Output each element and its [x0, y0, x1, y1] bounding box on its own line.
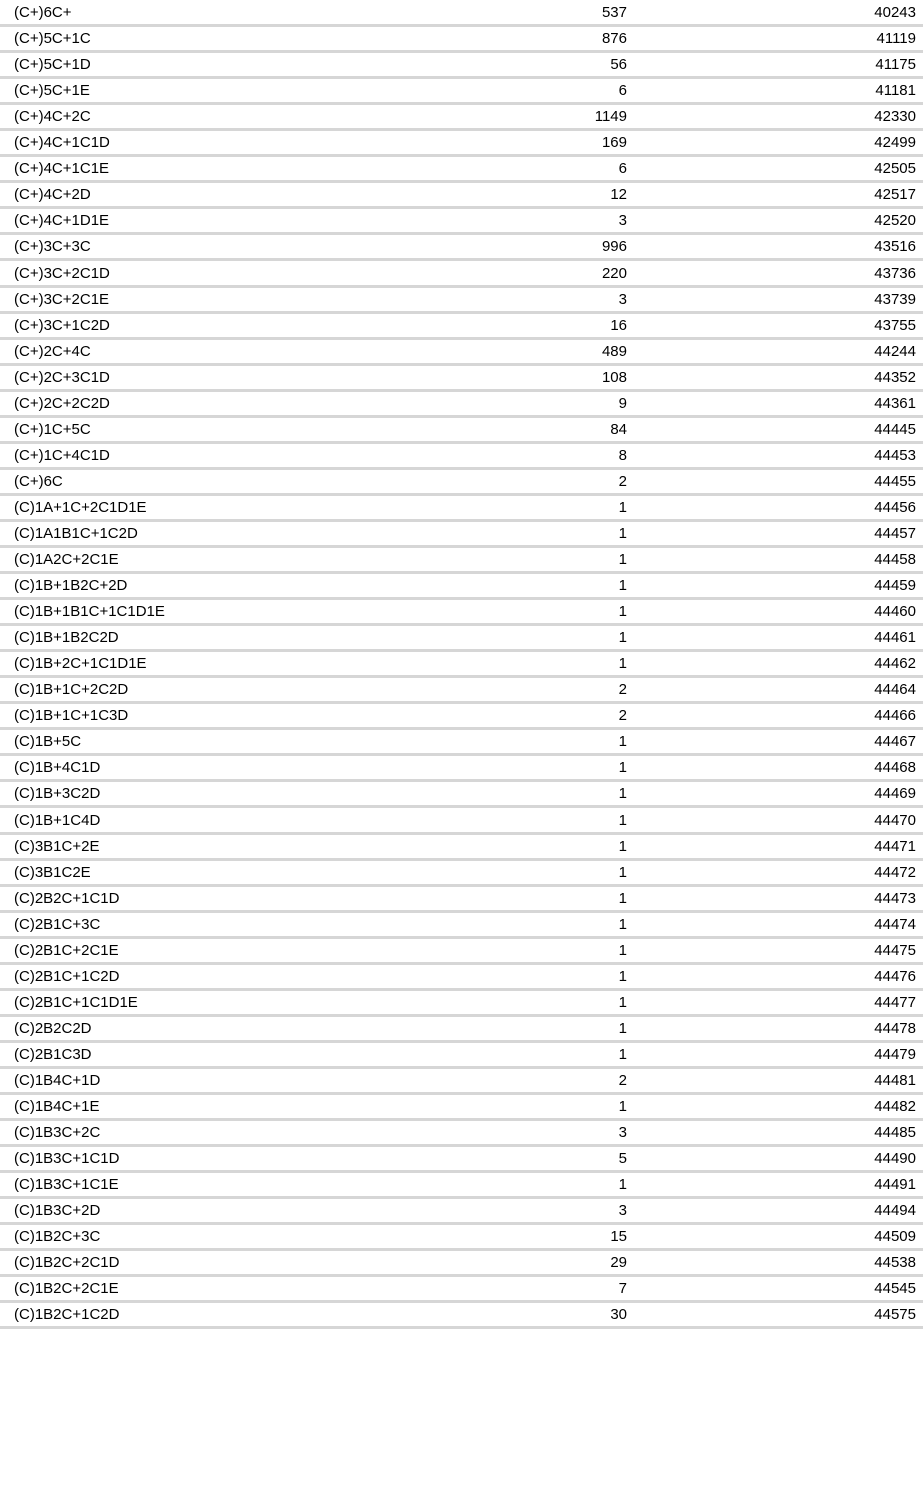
row-count: 2 — [618, 472, 627, 490]
row-label: (C+)4C+1C1D — [14, 134, 110, 152]
row-cumulative: 44456 — [874, 498, 916, 516]
row-count: 1 — [618, 889, 627, 907]
table-row — [0, 105, 923, 131]
row-label: (C)1B+1B2C2D — [14, 629, 119, 647]
table-row — [0, 470, 923, 496]
row-label: (C)2B1C+3C — [14, 915, 101, 933]
row-cumulative: 41119 — [876, 30, 916, 48]
row-count: 3 — [618, 212, 627, 230]
row-count: 1 — [618, 811, 627, 829]
row-count: 108 — [601, 368, 627, 386]
table-row — [0, 366, 923, 392]
row-label: (C)2B1C3D — [14, 1045, 92, 1063]
row-count: 1 — [618, 863, 627, 881]
table-row — [0, 1095, 923, 1121]
row-count: 15 — [610, 1228, 627, 1246]
row-cumulative: 44453 — [874, 446, 916, 464]
row-cumulative: 44361 — [874, 394, 916, 412]
table-row — [0, 27, 923, 53]
row-cumulative: 42517 — [874, 186, 916, 204]
row-label: (C+)1C+4C1D — [14, 446, 110, 464]
table-row — [0, 1277, 923, 1303]
row-cumulative: 44545 — [874, 1280, 916, 1298]
row-cumulative: 44244 — [874, 342, 916, 360]
row-count: 1 — [618, 993, 627, 1011]
row-count: 2 — [618, 681, 627, 699]
row-cumulative: 44575 — [874, 1306, 916, 1324]
table-row — [0, 131, 923, 157]
row-label: (C)1B+1C+1C3D — [14, 707, 129, 725]
row-label: (C+)1C+5C — [14, 420, 91, 438]
table-row — [0, 314, 923, 340]
row-label: (C)3B1C+2E — [14, 837, 100, 855]
row-count: 29 — [610, 1254, 627, 1272]
row-count: 537 — [601, 4, 627, 22]
row-cumulative: 44468 — [874, 759, 916, 777]
row-cumulative: 44461 — [874, 629, 916, 647]
row-label: (C)2B2C+1C1D — [14, 889, 120, 907]
table-row — [0, 600, 923, 626]
row-cumulative: 44464 — [874, 681, 916, 699]
row-label: (C)1A1B1C+1C2D — [14, 524, 138, 542]
row-cumulative: 44459 — [874, 577, 916, 595]
row-count: 1 — [618, 733, 627, 751]
row-cumulative: 43736 — [874, 264, 916, 282]
row-label: (C)1B+1B2C+2D — [14, 577, 128, 595]
row-count: 7 — [618, 1280, 627, 1298]
row-count: 1 — [618, 1045, 627, 1063]
row-count: 1 — [618, 941, 627, 959]
row-label: (C+)3C+2C1E — [14, 290, 110, 308]
table-row — [0, 835, 923, 861]
row-count: 6 — [618, 160, 627, 178]
row-label: (C)1B+2C+1C1D1E — [14, 655, 147, 673]
row-cumulative: 44467 — [874, 733, 916, 751]
table-row — [0, 1147, 923, 1173]
row-cumulative: 44352 — [874, 368, 916, 386]
row-label: (C)1B3C+2C — [14, 1124, 101, 1142]
row-cumulative: 43755 — [874, 316, 916, 334]
row-cumulative: 44476 — [874, 967, 916, 985]
row-label: (C+)2C+3C1D — [14, 368, 110, 386]
row-count: 1149 — [594, 108, 627, 126]
table-row — [0, 808, 923, 834]
row-cumulative: 44478 — [874, 1019, 916, 1037]
row-label: (C+)6C — [14, 472, 63, 490]
row-cumulative: 44472 — [874, 863, 916, 881]
table-row — [0, 939, 923, 965]
row-cumulative: 44494 — [874, 1202, 916, 1220]
row-cumulative: 42330 — [874, 108, 916, 126]
row-label: (C+)5C+1E — [14, 82, 90, 100]
row-label: (C)1B2C+2C1D — [14, 1254, 120, 1272]
row-cumulative: 44490 — [874, 1150, 916, 1168]
row-label: (C)1B+3C2D — [14, 785, 101, 803]
row-count: 1 — [618, 603, 627, 621]
table-row — [0, 340, 923, 366]
table-row — [0, 157, 923, 183]
row-count: 1 — [618, 759, 627, 777]
row-count: 1 — [618, 577, 627, 595]
row-count: 3 — [618, 1124, 627, 1142]
row-count: 56 — [610, 56, 627, 74]
row-label: (C)1B+1C+2C2D — [14, 681, 129, 699]
table-row — [0, 1199, 923, 1225]
row-cumulative: 43516 — [874, 238, 916, 256]
row-count: 2 — [618, 1071, 627, 1089]
row-label: (C)1B+1B1C+1C1D1E — [14, 603, 165, 621]
row-label: (C)1A2C+2C1E — [14, 551, 119, 569]
row-cumulative: 44466 — [874, 707, 916, 725]
table-row — [0, 1173, 923, 1199]
table-row — [0, 756, 923, 782]
table-row — [0, 235, 923, 261]
row-count: 1 — [618, 1098, 627, 1116]
table-row — [0, 1043, 923, 1069]
row-count: 1 — [618, 785, 627, 803]
row-label: (C)3B1C2E — [14, 863, 91, 881]
table-row — [0, 861, 923, 887]
row-cumulative: 44482 — [874, 1098, 916, 1116]
row-cumulative: 41175 — [875, 56, 916, 74]
row-count: 9 — [618, 394, 627, 412]
row-cumulative: 41181 — [875, 82, 916, 100]
row-label: (C)2B2C2D — [14, 1019, 92, 1037]
row-count: 12 — [610, 186, 627, 204]
row-cumulative: 44491 — [874, 1176, 916, 1194]
row-count: 5 — [618, 1150, 627, 1168]
row-count: 489 — [601, 342, 627, 360]
row-label: (C)1B2C+3C — [14, 1228, 101, 1246]
row-label: (C+)3C+2C1D — [14, 264, 110, 282]
row-count: 876 — [601, 30, 627, 48]
row-count: 1 — [618, 524, 627, 542]
row-label: (C)1B4C+1E — [14, 1098, 100, 1116]
table-row — [0, 53, 923, 79]
table-row — [0, 782, 923, 808]
row-cumulative: 44455 — [874, 472, 916, 490]
table-row — [0, 730, 923, 756]
row-count: 3 — [618, 290, 627, 308]
row-label: (C)2B1C+1C1D1E — [14, 993, 138, 1011]
row-label: (C)1B2C+2C1E — [14, 1280, 119, 1298]
row-label: (C)1B+4C1D — [14, 759, 101, 777]
row-label: (C)1B3C+2D — [14, 1202, 101, 1220]
table-row — [0, 704, 923, 730]
table-row — [0, 548, 923, 574]
table-row — [0, 444, 923, 470]
row-cumulative: 44445 — [874, 420, 916, 438]
row-label: (C)1B+1C4D — [14, 811, 101, 829]
row-count: 1 — [618, 498, 627, 516]
row-cumulative: 44473 — [874, 889, 916, 907]
table-row — [0, 965, 923, 991]
row-count: 169 — [601, 134, 627, 152]
table-row — [0, 418, 923, 444]
table-row — [0, 1303, 923, 1329]
row-label: (C+)5C+1C — [14, 30, 91, 48]
row-cumulative: 44509 — [874, 1228, 916, 1246]
table-row — [0, 1017, 923, 1043]
row-label: (C)1B+5C — [14, 733, 82, 751]
row-cumulative: 44457 — [874, 524, 916, 542]
row-count: 1 — [618, 655, 627, 673]
table-row — [0, 678, 923, 704]
row-cumulative: 42505 — [874, 160, 916, 178]
row-label: (C+)3C+3C — [14, 238, 91, 256]
row-count: 996 — [601, 238, 627, 256]
table-row — [0, 1225, 923, 1251]
row-label: (C+)2C+4C — [14, 342, 91, 360]
table-row — [0, 913, 923, 939]
row-cumulative: 44458 — [874, 551, 916, 569]
table-row — [0, 183, 923, 209]
row-label: (C+)6C+ — [14, 4, 72, 22]
table-row — [0, 496, 923, 522]
table-row — [0, 1251, 923, 1277]
table-row — [0, 626, 923, 652]
table-row — [0, 261, 923, 287]
row-label: (C)1B4C+1D — [14, 1071, 101, 1089]
table-row — [0, 574, 923, 600]
table-row — [0, 991, 923, 1017]
row-label: (C)2B1C+2C1E — [14, 941, 119, 959]
table-row — [0, 288, 923, 314]
row-count: 30 — [610, 1306, 627, 1324]
row-label: (C)1B3C+1C1D — [14, 1150, 120, 1168]
row-count: 84 — [610, 420, 627, 438]
row-label: (C)1A+1C+2C1D1E — [14, 498, 147, 516]
row-cumulative: 44460 — [874, 603, 916, 621]
row-cumulative: 44475 — [874, 941, 916, 959]
row-label: (C+)4C+2D — [14, 186, 91, 204]
row-cumulative: 40243 — [874, 4, 916, 22]
row-count: 1 — [618, 1176, 627, 1194]
row-count: 1 — [618, 1019, 627, 1037]
row-count: 8 — [618, 446, 627, 464]
row-label: (C+)4C+2C — [14, 108, 91, 126]
row-count: 2 — [618, 707, 627, 725]
row-count: 1 — [618, 629, 627, 647]
row-label: (C+)3C+1C2D — [14, 316, 110, 334]
row-cumulative: 44477 — [874, 993, 916, 1011]
table-row — [0, 209, 923, 235]
table-row — [0, 1, 923, 27]
table-row — [0, 1121, 923, 1147]
table-row — [0, 652, 923, 678]
row-cumulative: 44471 — [874, 837, 916, 855]
row-cumulative: 44538 — [874, 1254, 916, 1272]
table-row — [0, 392, 923, 418]
row-count: 1 — [618, 915, 627, 933]
row-count: 1 — [618, 551, 627, 569]
row-count: 220 — [601, 264, 627, 282]
row-cumulative: 44474 — [874, 915, 916, 933]
row-count: 3 — [618, 1202, 627, 1220]
row-cumulative: 42520 — [874, 212, 916, 230]
row-label: (C)1B3C+1C1E — [14, 1176, 119, 1194]
table-row — [0, 887, 923, 913]
row-cumulative: 43739 — [874, 290, 916, 308]
row-label: (C)1B2C+1C2D — [14, 1306, 120, 1324]
row-label: (C+)4C+1D1E — [14, 212, 110, 230]
row-label: (C+)2C+2C2D — [14, 394, 110, 412]
table-row — [0, 522, 923, 548]
row-cumulative: 44469 — [874, 785, 916, 803]
table-row — [0, 1069, 923, 1095]
table-row — [0, 79, 923, 105]
row-cumulative: 44462 — [874, 655, 916, 673]
row-count: 6 — [618, 82, 627, 100]
row-label: (C+)4C+1C1E — [14, 160, 110, 178]
row-count: 1 — [618, 967, 627, 985]
row-cumulative: 44485 — [874, 1124, 916, 1142]
row-count: 1 — [618, 837, 627, 855]
row-cumulative: 44481 — [874, 1071, 916, 1089]
row-count: 16 — [610, 316, 627, 334]
row-cumulative: 44479 — [874, 1045, 916, 1063]
row-label: (C)2B1C+1C2D — [14, 967, 120, 985]
row-label: (C+)5C+1D — [14, 56, 91, 74]
row-cumulative: 42499 — [874, 134, 916, 152]
row-cumulative: 44470 — [874, 811, 916, 829]
